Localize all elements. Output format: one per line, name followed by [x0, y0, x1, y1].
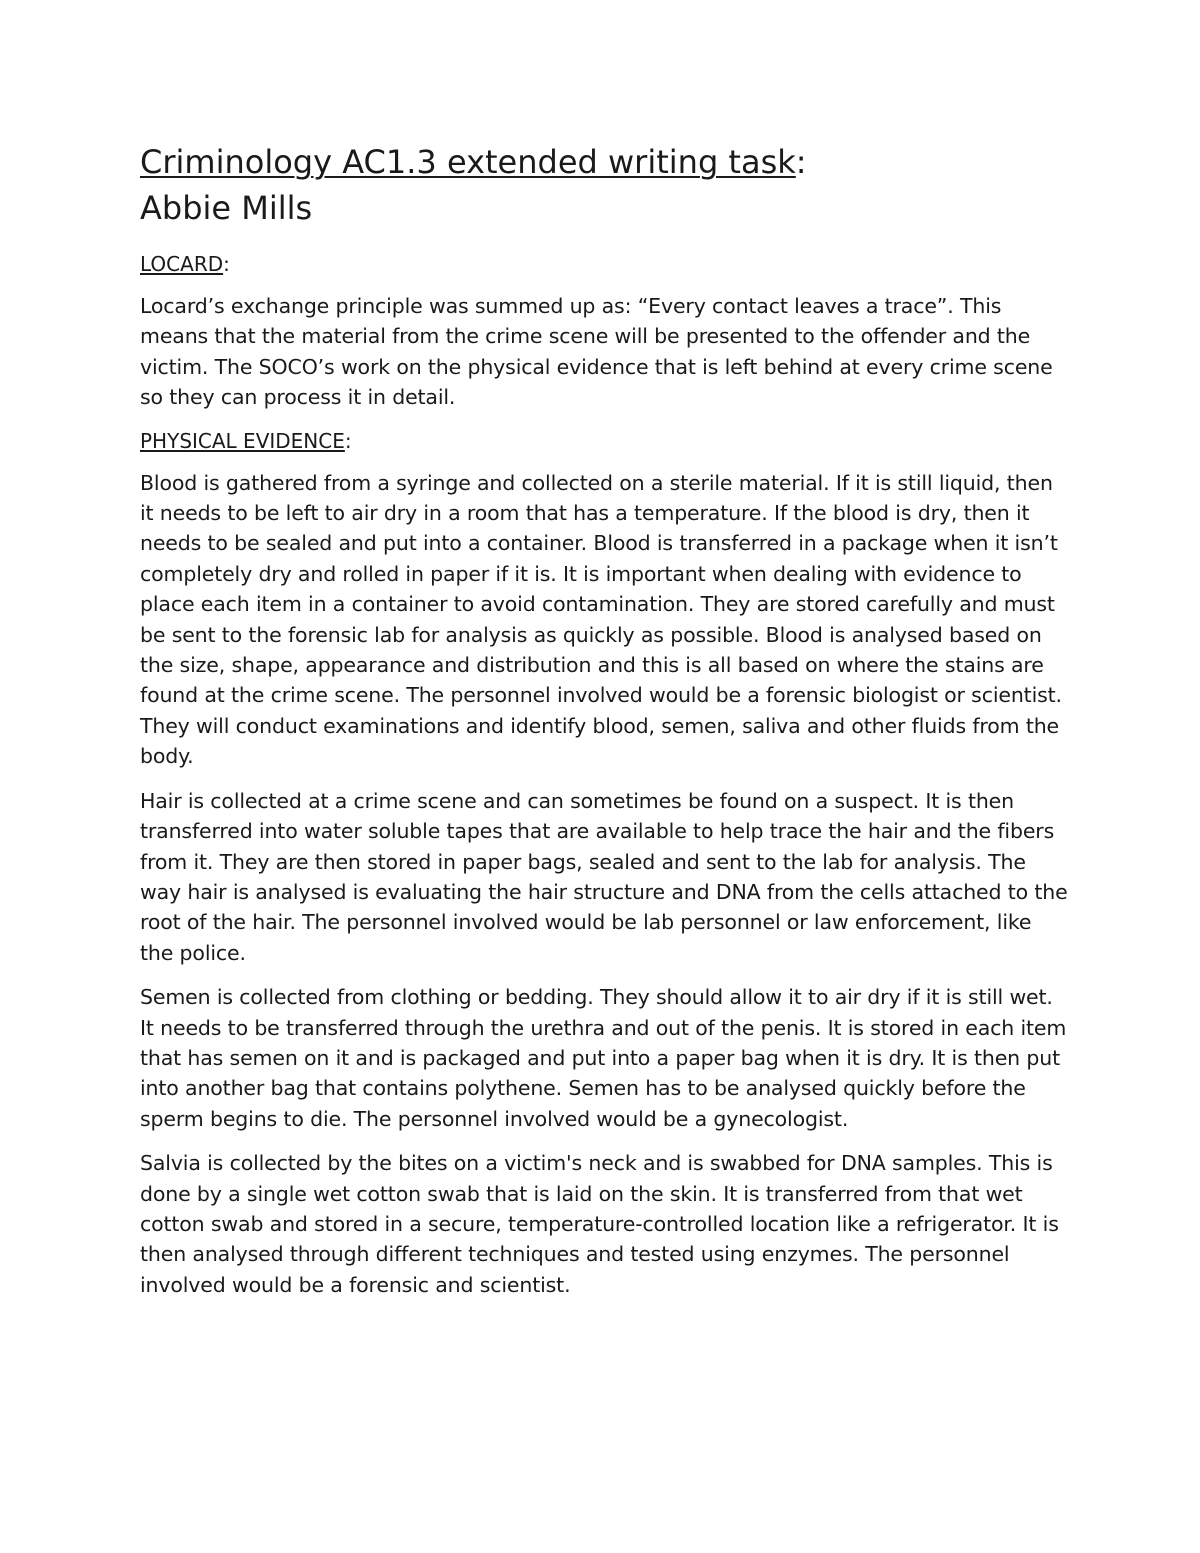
- document-title-text: Criminology AC1.3 extended writing task: [140, 143, 796, 181]
- section-heading-locard-suffix: :: [223, 252, 230, 276]
- section-heading-physical-evidence: [140, 427, 1070, 455]
- document-title: [140, 139, 1070, 185]
- document-page: [140, 139, 1070, 1314]
- paragraph-blood: Blood is gathered from a syringe and collected on a sterile material. If it is still liquid, then it needs to be left to air dry in a room that has a temperature. If the blood is dry, then it needs to be sealed and put into a container. Blood is transferred in a package when it isn’t completely dry and rolled in paper if it is. It is important when dealing with evidence to place each item in a container to avoid contamination. They are stored carefully and must be sent to the forensic lab for analysis as quickly as possible. Blood is analysed based on the size, shape, appearance and distribution and this is all based on where the stains are found at the crime scene. The personnel involved would be a forensic biologist or scientist. They will conduct examinations and identify blood, semen, saliva and other fluids from the body.: [140, 470, 1062, 769]
- document-author: Abbie Mills: [140, 189, 313, 227]
- paragraph-locard: Locard’s exchange principle was summed up as: “Every contact leaves a trace”. This means that the material from the crime scene will be presented to the offender and the victim. The SOCO’s work on the physical evidence that is left behind at every crime scene so they can process it in detail.: [140, 294, 1053, 410]
- paragraph-hair: Hair is collected at a crime scene and can sometimes be found on a suspect. It is then transferred into water soluble tapes that are available to help trace the hair and the fibers from it. They are then stored in paper bags, sealed and sent to the lab for analysis. The way hair is analysed is evaluating the hair structure and DNA from the cells attached to the root of the hair. The personnel involved would be lab personnel or law enforcement, like the police.: [140, 788, 1068, 965]
- paragraph-semen: Semen is collected from clothing or bedding. They should allow it to air dry if it is still wet. It needs to be transferred through the urethra and out of the penis. It is stored in each item that has semen on it and is packaged and put into a paper bag when it is dry. It is then put into another bag that contains polythene. Semen has to be analysed quickly before the sperm begins to die. The personnel involved would be a gynecologist.: [140, 985, 1067, 1131]
- section-heading-physical-evidence-text: PHYSICAL EVIDENCE: [140, 428, 345, 453]
- section-heading-locard-text: LOCARD: [140, 252, 224, 276]
- section-heading-locard: [140, 250, 1070, 278]
- document-title-suffix: :: [795, 143, 807, 181]
- section-heading-physical-evidence-suffix: :: [344, 428, 352, 453]
- paragraph-saliva: Salvia is collected by the bites on a victim's neck and is swabbed for DNA samples. This is done by a single wet cotton swab that is laid on the skin. It is transferred from that wet cotton swab and stored in a secure, temperature-controlled location like a refrigerator. It is then analysed through different techniques and tested using enzymes. The personnel involved would be a forensic and scientist.: [140, 1151, 1059, 1297]
